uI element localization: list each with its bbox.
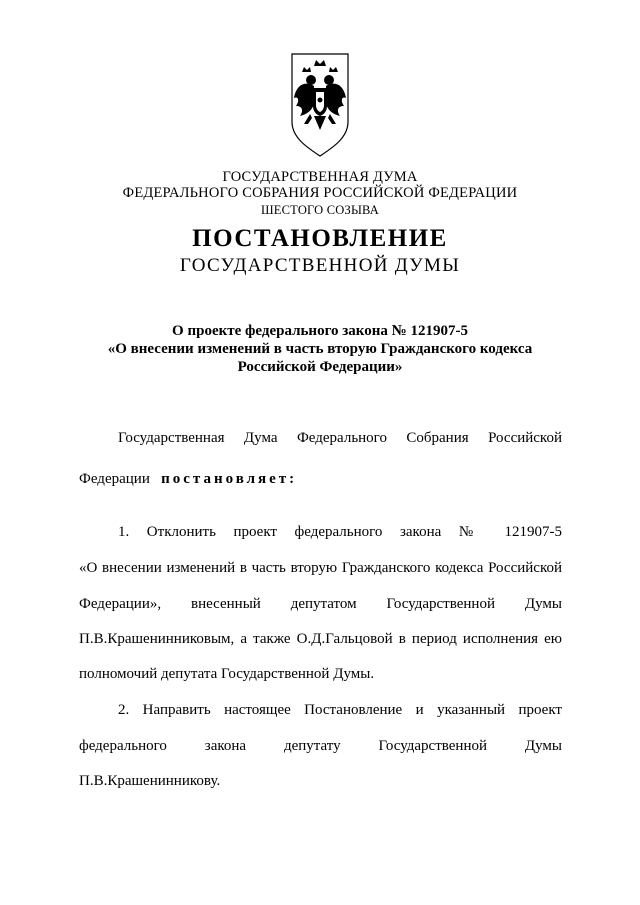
- clause2-line-2: федерального закона депутату Государственной Думы: [79, 738, 562, 754]
- clause1-line-3: Федерации», внесенный депутатом Государственной Думы: [79, 596, 562, 612]
- subject-line-2: «О внесении изменений в часть вторую Гражданского кодекса: [107, 341, 533, 357]
- header-line-convocation: ШЕСТОГО СОЗЫВА: [260, 203, 380, 217]
- preamble-prefix: Федерации: [79, 471, 150, 487]
- document-issuer: ГОСУДАРСТВЕННОЙ ДУМЫ: [179, 255, 461, 276]
- document-type-title: ПОСТАНОВЛЕНИЕ: [192, 225, 448, 252]
- decree-word: постановляет:: [161, 471, 298, 487]
- clause1-line-5: полномочий депутата Государственной Думы.: [79, 666, 375, 682]
- preamble-line-2: [79, 470, 562, 488]
- header-line-federal-assembly: ФЕДЕРАЛЬНОГО СОБРАНИЯ РОССИЙСКОЙ ФЕДЕРАЦИИ: [122, 185, 518, 201]
- clause2-line-1: 2. Направить настоящее Постановление и указанный проект: [118, 702, 562, 718]
- clause1-line-2: «О внесении изменений в часть вторую Гражданского кодекса Российской: [79, 560, 562, 576]
- subject-line-3: Российской Федерации»: [237, 359, 403, 375]
- clause1-line-4: П.В.Крашенинниковым, а также О.Д.Гальцовой в период исполнения ею: [79, 631, 562, 647]
- russian-coat-of-arms-icon: [280, 52, 360, 160]
- header-line-duma: ГОСУДАРСТВЕННАЯ ДУМА: [222, 169, 418, 185]
- clause2-line-3: П.В.Крашенинникову.: [79, 773, 221, 789]
- clause1-line-1: 1. Отклонить проект федерального закона № 121907-5: [118, 524, 562, 540]
- subject-line-1: О проекте федерального закона № 121907-5: [172, 323, 468, 339]
- preamble-line-1: Государственная Дума Федерального Собрания Российской: [118, 430, 562, 446]
